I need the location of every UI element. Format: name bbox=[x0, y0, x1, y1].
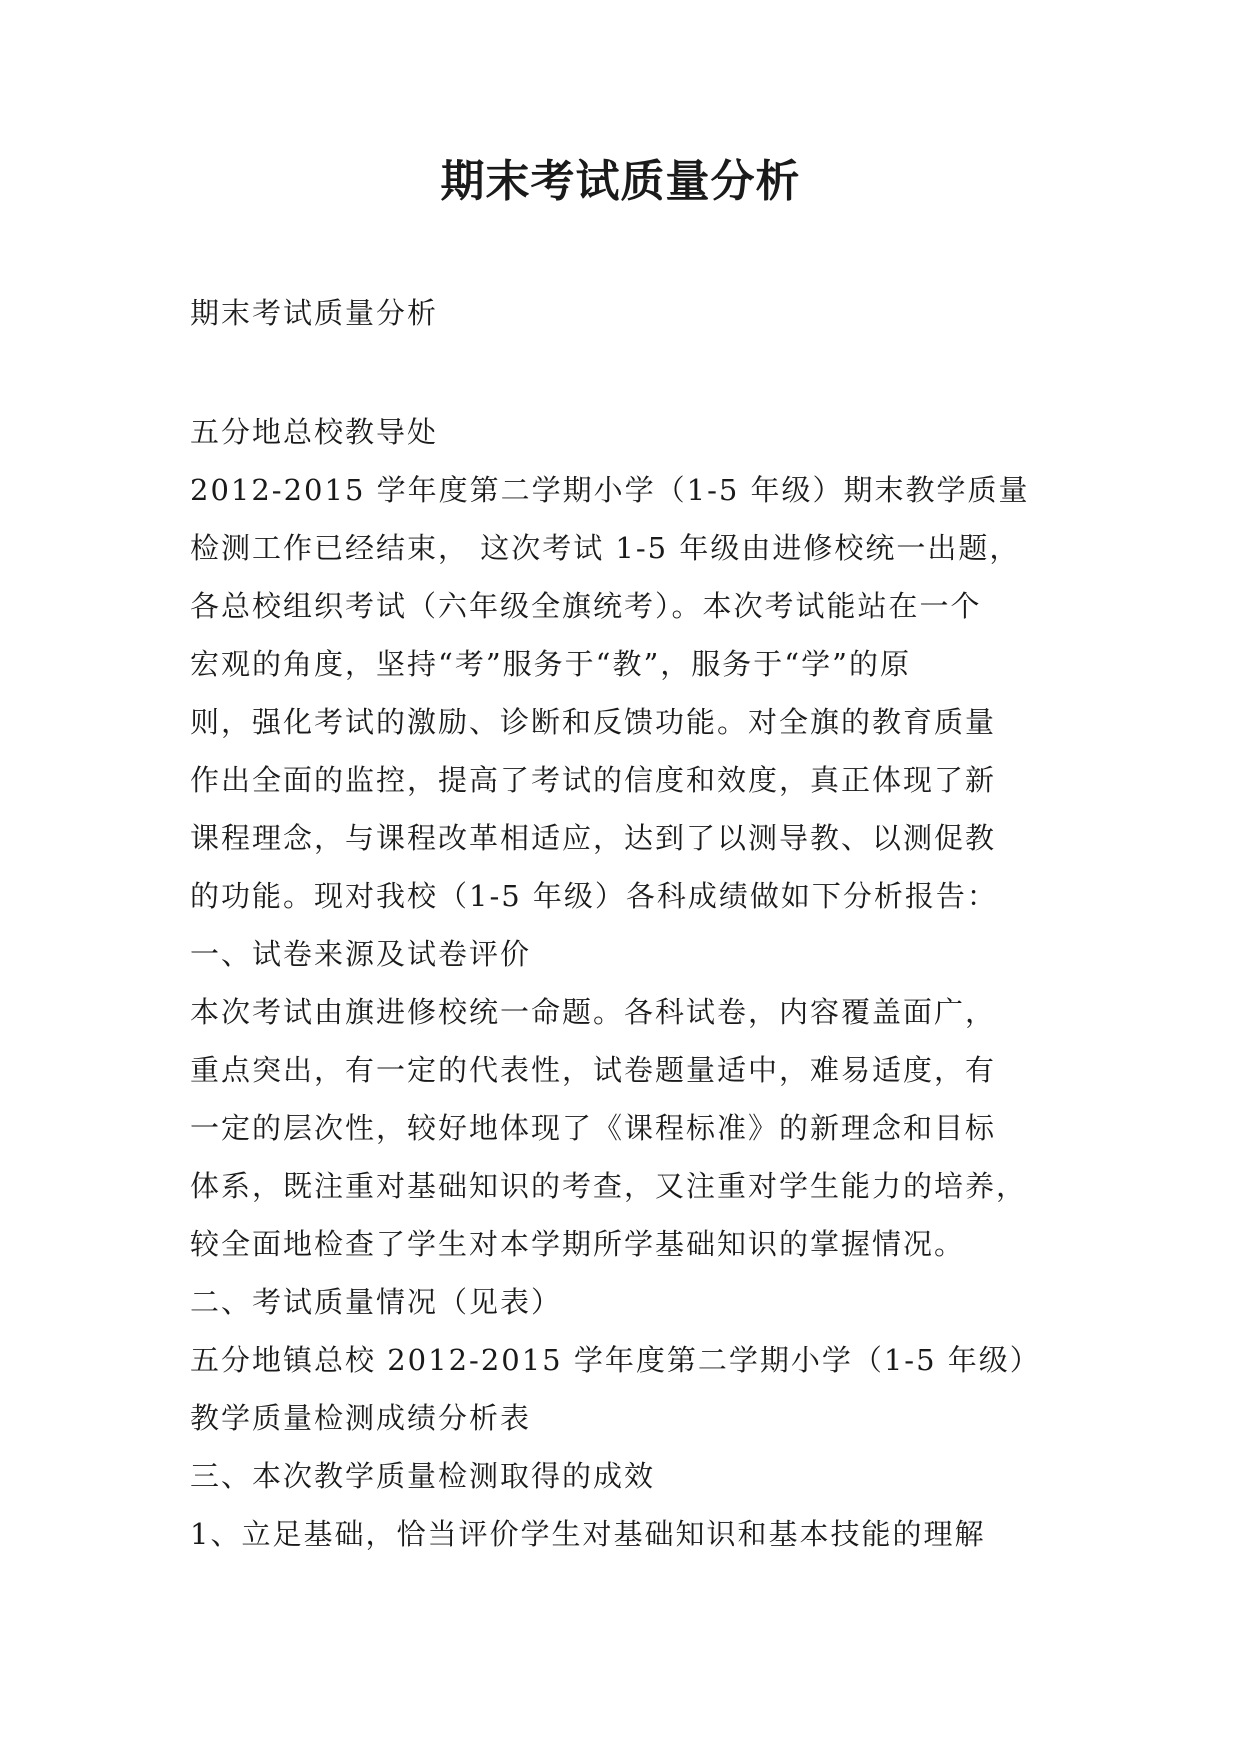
body-line: 1、立足基础，恰当评价学生对基础知识和基本技能的理解 bbox=[190, 1517, 986, 1551]
body-line: 2012-2015 学年度第二学期小学（1-5 年级）期末教学质量 bbox=[190, 473, 1030, 507]
document-body bbox=[190, 403, 1070, 1563]
body-line: 作出全面的监控，提高了考试的信度和效度，真正体现了新 bbox=[190, 763, 997, 797]
body-line: 各总校组织考试（六年级全旗统考）。本次考试能站在一个 bbox=[190, 589, 982, 623]
body-line: 则，强化考试的激励、诊断和反馈功能。对全旗的教育质量 bbox=[190, 705, 997, 739]
body-line: 宏观的角度，坚持“考”服务于“教”，服务于“学”的原 bbox=[190, 647, 911, 681]
body-line: 的功能。现对我校（1-5 年级）各科成绩做如下分析报告： bbox=[190, 879, 998, 913]
document-subtitle: 期末考试质量分析 bbox=[190, 296, 439, 330]
body-line: 重点突出，有一定的代表性，试卷题量适中，难易适度，有 bbox=[190, 1053, 997, 1087]
body-line: 一定的层次性，较好地体现了《课程标准》的新理念和目标 bbox=[190, 1111, 997, 1145]
section-heading: 二、考试质量情况（见表） bbox=[190, 1285, 563, 1319]
body-line: 五分地镇总校 2012-2015 学年度第二学期小学（1-5 年级） bbox=[190, 1343, 1041, 1377]
section-heading: 三、本次教学质量检测取得的成效 bbox=[190, 1459, 656, 1493]
body-line: 体系，既注重对基础知识的考查，又注重对学生能力的培养， bbox=[190, 1169, 1028, 1203]
body-line: 教学质量检测成绩分析表 bbox=[190, 1401, 532, 1435]
body-line: 检测工作已经结束， 这次考试 1-5 年级由进修校统一出题， bbox=[190, 531, 1021, 565]
body-line: 较全面地检查了学生对本学期所学基础知识的掌握情况。 bbox=[190, 1227, 966, 1261]
body-line: 课程理念，与课程改革相适应，达到了以测导教、以测促教 bbox=[190, 821, 997, 855]
section-heading: 一、试卷来源及试卷评价 bbox=[190, 937, 532, 971]
document-title: 期末考试质量分析 bbox=[440, 156, 801, 207]
body-line: 本次考试由旗进修校统一命题。各科试卷，内容覆盖面广， bbox=[190, 995, 997, 1029]
body-line: 五分地总校教导处 bbox=[190, 415, 439, 449]
